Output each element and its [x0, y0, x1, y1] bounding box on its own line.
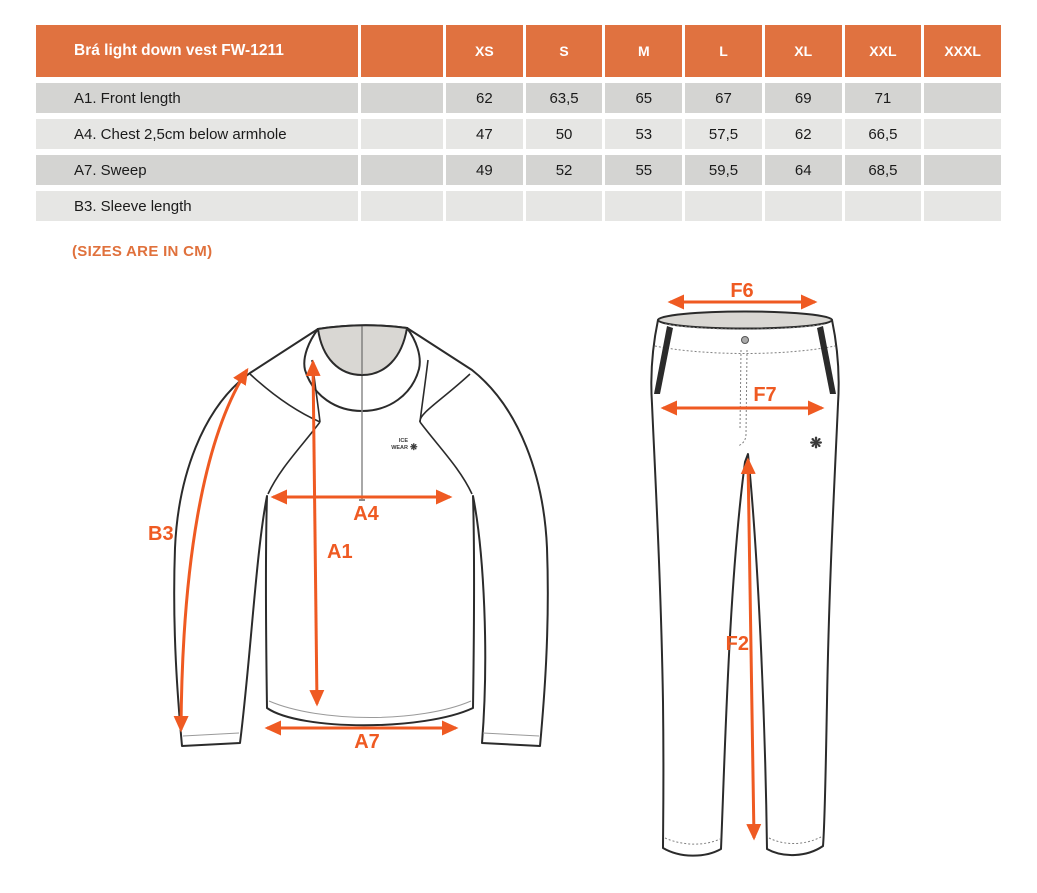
- value-cell: [526, 191, 603, 221]
- size-header-m: M: [605, 25, 682, 77]
- value-cell: 49: [446, 155, 523, 185]
- row-spacer: [361, 191, 443, 221]
- value-cell: 55: [605, 155, 682, 185]
- label-f7: F7: [753, 384, 777, 406]
- value-cell: 67: [685, 83, 762, 113]
- row-label-front-length: A1. Front length: [36, 83, 358, 113]
- header-spacer-cell: [361, 25, 443, 77]
- row-spacer: [361, 155, 443, 185]
- value-cell: [845, 191, 922, 221]
- waistband-inner: [658, 312, 832, 329]
- pants-outline: [651, 314, 838, 856]
- size-header-xxl: XXL: [845, 25, 922, 77]
- value-cell: [924, 155, 1001, 185]
- value-cell: 50: [526, 119, 603, 149]
- value-cell: 63,5: [526, 83, 603, 113]
- value-cell: [765, 191, 842, 221]
- pants-measurement-diagram: [645, 282, 845, 882]
- size-header-xs: XS: [446, 25, 523, 77]
- label-f6: F6: [730, 282, 754, 302]
- label-a4: A4: [353, 503, 379, 525]
- label-a7: A7: [354, 731, 380, 753]
- size-header-xl: XL: [765, 25, 842, 77]
- product-title: Brá light down vest FW-1211: [36, 25, 358, 77]
- value-cell: 62: [446, 83, 523, 113]
- snowflake-icon: ❋: [410, 442, 418, 452]
- row-label-sweep: A7. Sweep: [36, 155, 358, 185]
- value-cell: 53: [605, 119, 682, 149]
- value-cell: 62: [765, 119, 842, 149]
- row-spacer: [361, 119, 443, 149]
- value-cell: 65: [605, 83, 682, 113]
- value-cell: 66,5: [845, 119, 922, 149]
- row-spacer: [361, 83, 443, 113]
- value-cell: [605, 191, 682, 221]
- shirt-measurement-diagram: [140, 300, 580, 770]
- value-cell: [924, 119, 1001, 149]
- label-b3: B3: [148, 523, 174, 545]
- snowflake-icon: ❋: [809, 435, 823, 452]
- size-header-s: S: [526, 25, 603, 77]
- value-cell: 57,5: [685, 119, 762, 149]
- label-a1: A1: [327, 541, 353, 563]
- row-label-chest: A4. Chest 2,5cm below armhole: [36, 119, 358, 149]
- sizes-in-cm-note: (SIZES ARE IN CM): [72, 243, 213, 260]
- value-cell: [924, 83, 1001, 113]
- size-header-l: L: [685, 25, 762, 77]
- value-cell: 64: [765, 155, 842, 185]
- row-label-sleeve-length: B3. Sleeve length: [36, 191, 358, 221]
- value-cell: [685, 191, 762, 221]
- value-cell: 68,5: [845, 155, 922, 185]
- size-header-xxxl: XXXL: [924, 25, 1001, 77]
- size-chart-table: [36, 25, 1001, 221]
- value-cell: 52: [526, 155, 603, 185]
- label-f2: F2: [725, 633, 749, 655]
- value-cell: [446, 191, 523, 221]
- value-cell: 71: [845, 83, 922, 113]
- value-cell: 69: [765, 83, 842, 113]
- icewear-logo-line2: WEAR: [391, 445, 408, 451]
- icewear-logo-line1: ICE: [398, 438, 408, 444]
- value-cell: 59,5: [685, 155, 762, 185]
- waist-button: [742, 337, 749, 344]
- value-cell: 47: [446, 119, 523, 149]
- value-cell: [924, 191, 1001, 221]
